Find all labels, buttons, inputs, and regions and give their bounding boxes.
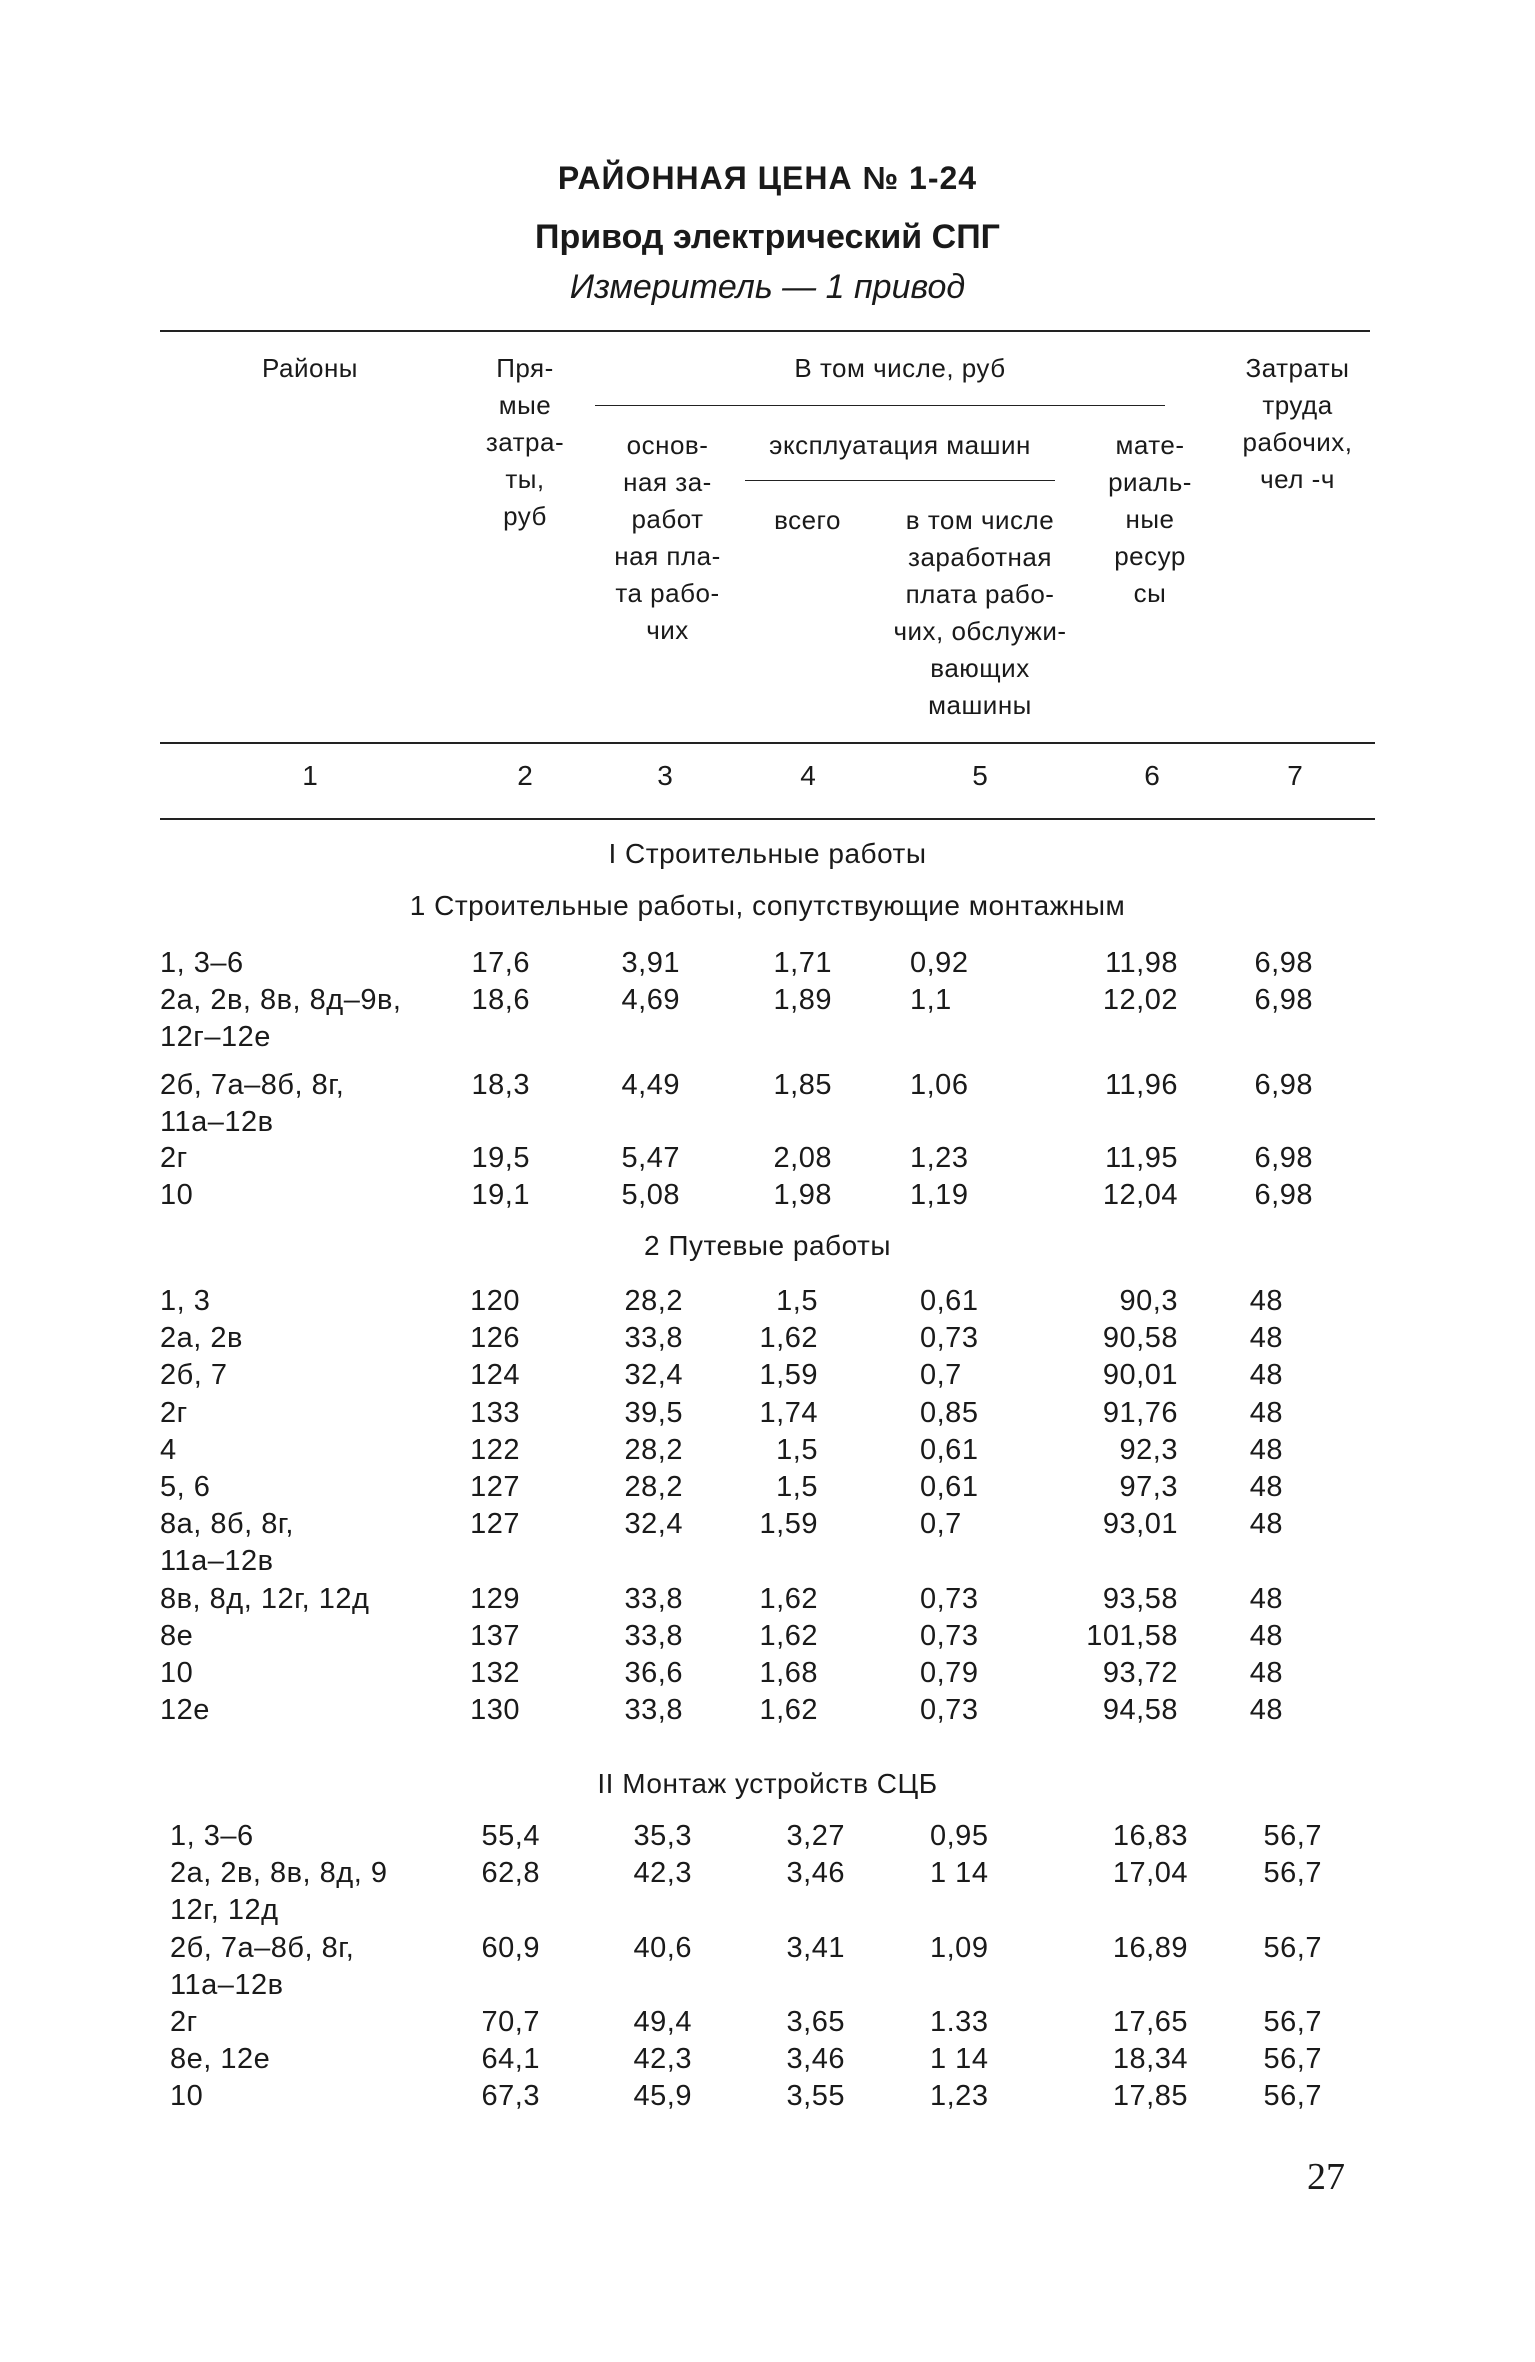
table-row [0,1818,1535,1855]
district-cell: 2г [170,2006,198,2038]
column-number: 3 [657,760,673,791]
value-cell: 12,04 [1102,1179,1178,1211]
value-cell: 32,4 [624,1359,683,1391]
value-cell: 90,01 [1102,1359,1178,1391]
value-cell: 28,2 [624,1434,683,1466]
district-cell: 8в, 8д, 12г, 12д [160,1583,370,1615]
value-cell: 33,8 [624,1694,683,1726]
value-cell: 67,3 [481,2080,540,2112]
header-districts: Районы [262,353,358,383]
value-cell: 91,76 [1102,1397,1178,1429]
value-cell: 18,34 [1112,2043,1188,2075]
value-cell: 17,85 [1112,2080,1188,2112]
value-cell: 48 [1249,1508,1283,1540]
value-cell: 42,3 [633,1857,692,1889]
value-cell: 39,5 [624,1397,683,1429]
district-cell: 1, 3 [160,1285,211,1317]
value-cell: 48 [1249,1285,1283,1317]
table-row [0,1692,1535,1729]
value-cell: 0,7 [920,1359,962,1391]
value-cell: 5,47 [621,1142,680,1174]
district-cell: 1, 3–6 [160,947,244,979]
value-cell: 16,89 [1112,1932,1188,1964]
value-cell: 64,1 [481,2043,540,2075]
value-cell: 33,8 [624,1620,683,1652]
value-cell: 3,46 [786,2043,845,2075]
district-cell: 12е [160,1694,210,1726]
value-cell: 1,09 [930,1932,989,1964]
district-cell: 10 [160,1179,194,1211]
value-cell: 130 [470,1694,520,1726]
column-number: 1 [302,760,318,791]
subsection-heading: 2 Путевые работы [644,1230,891,1261]
district-cell: 8а, 8б, 8г, 11а–12в [160,1508,294,1577]
value-cell: 129 [470,1583,520,1615]
value-cell: 56,7 [1263,2080,1322,2112]
value-cell: 49,4 [633,2006,692,2038]
table-row [0,2004,1535,2041]
value-cell: 1,59 [759,1508,818,1540]
value-cell: 1,06 [910,1069,969,1101]
value-cell: 11,98 [1105,947,1178,979]
value-cell: 1,71 [773,947,832,979]
value-cell: 6,98 [1254,1069,1313,1101]
value-cell: 1,85 [773,1069,832,1101]
value-cell: 0,73 [920,1694,979,1726]
value-cell: 48 [1249,1359,1283,1391]
district-cell: 2б, 7 [160,1359,228,1391]
table-row [0,1320,1535,1357]
district-cell: 2б, 7а–8б, 8г, 11а–12в [160,1069,345,1138]
header-machines: эксплуатация машин [769,430,1031,460]
value-cell: 33,8 [624,1322,683,1354]
value-cell: 0,73 [920,1322,979,1354]
value-cell: 1,5 [776,1285,818,1317]
district-cell: 8е, 12е [170,2043,271,2075]
district-cell: 10 [170,2080,204,2112]
table-row [0,945,1535,982]
value-cell: 3,46 [786,1857,845,1889]
value-cell: 6,98 [1254,947,1313,979]
value-cell: 0,85 [920,1397,979,1429]
table-row [0,1581,1535,1618]
value-cell: 101,58 [1086,1620,1178,1652]
value-cell: 0,7 [920,1508,962,1540]
value-cell: 18,6 [471,984,530,1016]
value-cell: 1,62 [759,1620,818,1652]
value-cell: 48 [1249,1694,1283,1726]
value-cell: 0,92 [910,947,969,979]
value-cell: 1,19 [910,1179,969,1211]
value-cell: 1,5 [776,1434,818,1466]
section-heading: II Монтаж устройств СЦБ [597,1768,938,1799]
value-cell: 48 [1249,1657,1283,1689]
district-cell: 2б, 7а–8б, 8г, 11а–12в [170,1932,355,2001]
table-row [0,1930,1535,2001]
value-cell: 28,2 [624,1471,683,1503]
district-cell: 2а, 2в, 8в, 8д, 9 12г, 12д [170,1857,388,1926]
value-cell: 17,65 [1112,2006,1188,2038]
value-cell: 48 [1249,1471,1283,1503]
value-cell: 137 [470,1620,520,1652]
header-machine-wages: в том числе заработная плата рабо- чих, обслужи- вающих машины [893,505,1067,720]
table-row [0,1655,1535,1692]
table-row [0,982,1535,1053]
table-row [0,1357,1535,1394]
value-cell: 1,5 [776,1471,818,1503]
column-number: 5 [972,760,988,791]
table-row [0,1067,1535,1138]
header-wages: основ- ная за- работ ная пла- та рабо- чих [614,430,721,645]
value-cell: 48 [1249,1434,1283,1466]
header-machines-total: всего [774,505,841,535]
value-cell: 1,23 [910,1142,969,1174]
value-cell: 1,89 [773,984,832,1016]
value-cell: 0,61 [920,1471,979,1503]
value-cell: 33,8 [624,1583,683,1615]
district-cell: 5, 6 [160,1471,211,1503]
incl-rule [595,405,1165,406]
table-row [0,1395,1535,1432]
value-cell: 92,3 [1119,1434,1178,1466]
value-cell: 124 [470,1359,520,1391]
value-cell: 12,02 [1102,984,1178,1016]
value-cell: 60,9 [481,1932,540,1964]
subsection-heading: 1 Строительные работы, сопутствующие монтажным [409,890,1126,921]
value-cell: 4,49 [621,1069,680,1101]
value-cell: 19,5 [471,1142,530,1174]
value-cell: 16,83 [1112,1820,1188,1852]
value-cell: 11,95 [1105,1142,1178,1174]
value-cell: 0,95 [930,1820,989,1852]
value-cell: 17,6 [471,947,530,979]
column-number: 2 [517,760,533,791]
value-cell: 56,7 [1263,1857,1322,1889]
value-cell: 56,7 [1263,2006,1322,2038]
value-cell: 1,59 [759,1359,818,1391]
item-subtitle: Привод электрический СПГ [535,218,1000,256]
value-cell: 90,58 [1102,1322,1178,1354]
value-cell: 5,08 [621,1179,680,1211]
value-cell: 93,72 [1102,1657,1178,1689]
value-cell: 6,98 [1254,1142,1313,1174]
header-labor: Затраты труда рабочих, чел -ч [1242,353,1353,494]
district-cell: 2а, 2в [160,1322,243,1354]
value-cell: 127 [470,1471,520,1503]
table-row [0,1506,1535,1577]
value-cell: 45,9 [633,2080,692,2112]
value-cell: 0,61 [920,1434,979,1466]
value-cell: 6,98 [1254,1179,1313,1211]
value-cell: 93,01 [1102,1508,1178,1540]
value-cell: 0,73 [920,1583,979,1615]
price-title: РАЙОННАЯ ЦЕНА № 1-24 [557,160,978,196]
value-cell: 48 [1249,1620,1283,1652]
value-cell: 3,27 [786,1820,845,1852]
value-cell: 1.33 [930,2006,989,2038]
district-cell: 2г [160,1142,188,1174]
header-including: В том числе, руб [794,353,1006,383]
value-cell: 133 [470,1397,520,1429]
value-cell: 120 [470,1285,520,1317]
value-cell: 70,7 [481,2006,540,2038]
section-heading: I Строительные работы [608,838,927,869]
value-cell: 48 [1249,1397,1283,1429]
value-cell: 122 [470,1434,520,1466]
value-cell: 94,58 [1102,1694,1178,1726]
value-cell: 3,41 [786,1932,845,1964]
value-cell: 1,98 [773,1179,832,1211]
value-cell: 55,4 [481,1820,540,1852]
numbers-bottom-rule [160,818,1375,820]
district-cell: 4 [160,1434,177,1466]
table-row [0,2078,1535,2115]
value-cell: 62,8 [481,1857,540,1889]
value-cell: 4,69 [621,984,680,1016]
value-cell: 3,55 [786,2080,845,2112]
district-cell: 1, 3–6 [170,1820,254,1852]
district-cell: 2г [160,1397,188,1429]
table-row [0,1469,1535,1506]
value-cell: 1,62 [759,1583,818,1615]
value-cell: 1,62 [759,1694,818,1726]
district-cell: 8е [160,1620,194,1652]
value-cell: 126 [470,1322,520,1354]
value-cell: 35,3 [633,1820,692,1852]
table-row [0,1618,1535,1655]
value-cell: 2,08 [773,1142,832,1174]
value-cell: 1,68 [759,1657,818,1689]
value-cell: 0,73 [920,1620,979,1652]
value-cell: 127 [470,1508,520,1540]
value-cell: 42,3 [633,2043,692,2075]
value-cell: 0,61 [920,1285,979,1317]
header-bottom-rule [160,742,1375,744]
district-cell: 2а, 2в, 8в, 8д–9в, 12г–12е [160,984,402,1053]
value-cell: 6,98 [1254,984,1313,1016]
value-cell: 97,3 [1119,1471,1178,1503]
table-row [0,1855,1535,1926]
table-row [0,1283,1535,1320]
value-cell: 0,79 [920,1657,979,1689]
column-number: 7 [1287,760,1303,791]
table-row [0,2041,1535,2078]
header-direct-costs: Пря- мые затра- ты, руб [485,353,565,531]
value-cell: 1 14 [930,2043,989,2075]
value-cell: 93,58 [1102,1583,1178,1615]
value-cell: 1,23 [930,2080,989,2112]
value-cell: 1 14 [930,1857,989,1889]
column-number: 4 [800,760,816,791]
value-cell: 48 [1249,1322,1283,1354]
value-cell: 28,2 [624,1285,683,1317]
table-row [0,1177,1535,1214]
value-cell: 3,65 [786,2006,845,2038]
table-row [0,1432,1535,1469]
header-materials: мате- риаль- ные ресур сы [1108,430,1192,608]
value-cell: 19,1 [471,1179,530,1211]
table-row [0,1140,1535,1177]
value-cell: 32,4 [624,1508,683,1540]
value-cell: 11,96 [1105,1069,1178,1101]
value-cell: 56,7 [1263,2043,1322,2075]
measure-unit: Измеритель — 1 привод [569,268,966,306]
value-cell: 36,6 [624,1657,683,1689]
value-cell: 1,62 [759,1322,818,1354]
value-cell: 56,7 [1263,1820,1322,1852]
value-cell: 1,74 [759,1397,818,1429]
district-cell: 10 [160,1657,194,1689]
value-cell: 1,1 [910,984,952,1016]
value-cell: 18,3 [471,1069,530,1101]
value-cell: 48 [1249,1583,1283,1615]
page-number: 27 [1307,2156,1345,2198]
machines-rule [745,480,1055,481]
value-cell: 90,3 [1119,1285,1178,1317]
value-cell: 132 [470,1657,520,1689]
value-cell: 3,91 [621,947,680,979]
column-number: 6 [1144,760,1160,791]
value-cell: 17,04 [1112,1857,1188,1889]
table-top-rule [160,330,1370,332]
value-cell: 40,6 [633,1932,692,1964]
value-cell: 56,7 [1263,1932,1322,1964]
